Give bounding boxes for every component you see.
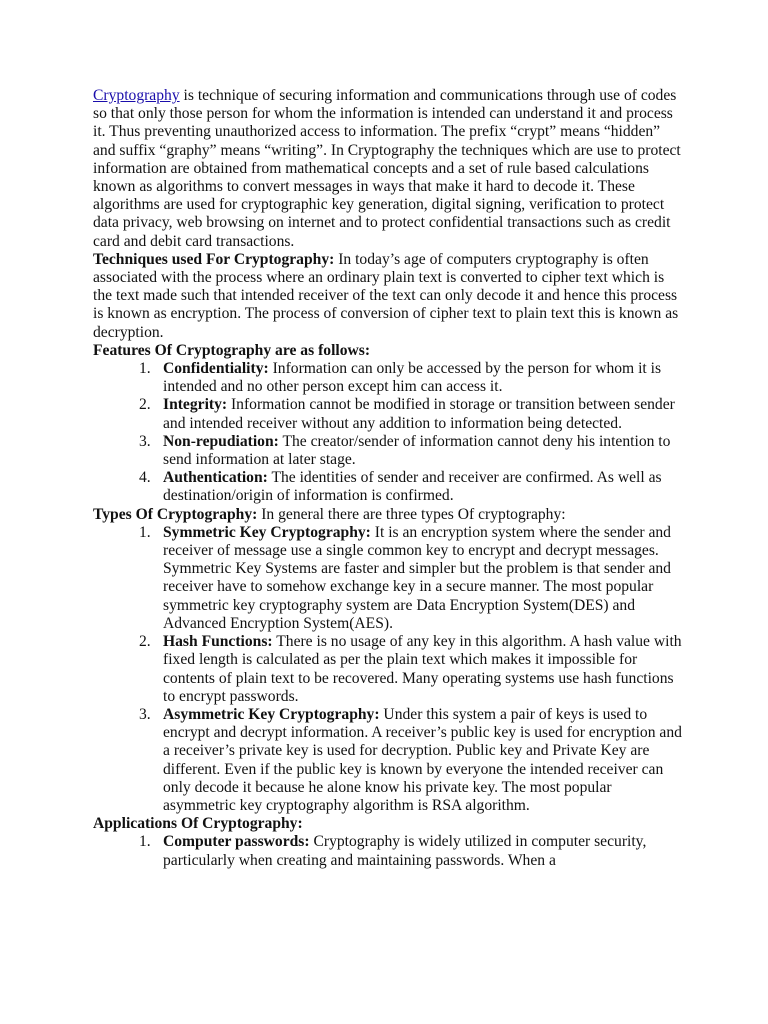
list-term: Authentication: <box>163 469 268 487</box>
list-item <box>93 433 683 469</box>
list-item <box>93 833 683 869</box>
features-list <box>93 360 683 506</box>
list-item <box>93 360 683 396</box>
list-item <box>93 706 683 815</box>
list-number: 3. <box>139 705 151 723</box>
list-desc: Information can only be accessed by the person for whom it is intended and no other person except him can access it. <box>163 360 662 396</box>
types-paragraph <box>93 506 683 524</box>
intro-paragraph <box>93 87 683 251</box>
types-heading: Types Of Cryptography: <box>93 505 258 523</box>
list-number: 1. <box>139 833 151 851</box>
list-desc: Under this system a pair of keys is used to encrypt and decrypt information. A receiver’s public key is used for encryption and a receiver’s private key is used for decryption. Public key and Private Key are different. Even if the public key is known by everyone the intended receiver can only decode it because he alone know his private key. The most popular asymmetric key cryptography algorithm is RSA algorithm. <box>163 705 682 814</box>
techniques-text: In today’s age of computers cryptography is often associated with the process where an ordinary plain text is converted to cipher text which is the text made such that intended receiver of the text can only decode it and hence this process is known as encryption. The process of conversion of cipher text to plain text this is known as decryption. <box>93 250 679 341</box>
list-term: Non-repudiation: <box>163 432 279 450</box>
list-desc: There is no usage of any key in this algorithm. A hash value with fixed length is calculated as per the plain text which makes it impossible for contents of plain text to be recovered. Many operating systems use hash functions to encrypt passwords. <box>163 633 682 705</box>
list-desc: It is an encryption system where the sender and receiver of message use a single common key to encrypt and decrypt messages. Symmetric Key Systems are faster and simpler but the problem is that sender and receiver have to somehow exchange key in a secure manner. The most popular symmetric key cryptography system are Data Encryption System(DES) and Advanced Encryption System(AES). <box>163 523 671 632</box>
techniques-heading: Techniques used For Cryptography: <box>93 250 335 268</box>
list-number: 1. <box>139 360 151 378</box>
list-item <box>93 396 683 432</box>
document-body <box>93 87 683 870</box>
applications-heading-text: Applications Of Cryptography: <box>93 815 303 833</box>
list-number: 4. <box>139 469 151 487</box>
list-number: 1. <box>139 523 151 541</box>
techniques-paragraph <box>93 251 683 342</box>
list-term: Computer passwords: <box>163 833 310 851</box>
applications-heading <box>93 815 683 833</box>
list-term: Integrity: <box>163 396 228 414</box>
list-number: 2. <box>139 633 151 651</box>
list-term: Confidentiality: <box>163 360 269 378</box>
list-desc: Information cannot be modified in storage or transition between sender and intended receiver without any addition to information being detected. <box>163 396 675 432</box>
list-desc: The identities of sender and receiver are confirmed. As well as destination/origin of information is confirmed. <box>163 469 662 505</box>
list-desc: The creator/sender of information cannot deny his intention to send information at later stage. <box>163 432 671 469</box>
list-desc: Cryptography is widely utilized in computer security, particularly when creating and maintaining passwords. When a <box>163 833 647 869</box>
intro-text: is technique of securing information and communications through use of codes so that only those person for whom the information is intended can understand it and process it. Thus preventing unauthorized access to information. The prefix “crypt” means “hidden” and suffix “graphy” means “writing”. In Cryptography the techniques which are use to protect information are obtained from mathematical concepts and a set of rule based calculations known as algorithms to convert messages in ways that make it hard to decode it. These algorithms are used for cryptographic key generation, digital signing, verification to protect data privacy, web browsing on internet and to protect confidential transactions such as credit card and debit card transactions. <box>93 87 681 250</box>
list-number: 3. <box>139 432 151 450</box>
applications-list <box>93 833 683 869</box>
list-number: 2. <box>139 396 151 414</box>
list-term: Symmetric Key Cryptography: <box>163 523 371 541</box>
features-heading-text: Features Of Cryptography are as follows: <box>93 341 371 359</box>
list-item <box>93 469 683 505</box>
list-term: Asymmetric Key Cryptography: <box>163 705 380 723</box>
list-item <box>93 524 683 633</box>
types-text: In general there are three types Of cryptography: <box>257 505 566 523</box>
types-list <box>93 524 683 815</box>
list-term: Hash Functions: <box>163 633 273 651</box>
cryptography-link[interactable]: Cryptography <box>93 87 180 104</box>
list-item <box>93 633 683 706</box>
features-heading <box>93 342 683 360</box>
